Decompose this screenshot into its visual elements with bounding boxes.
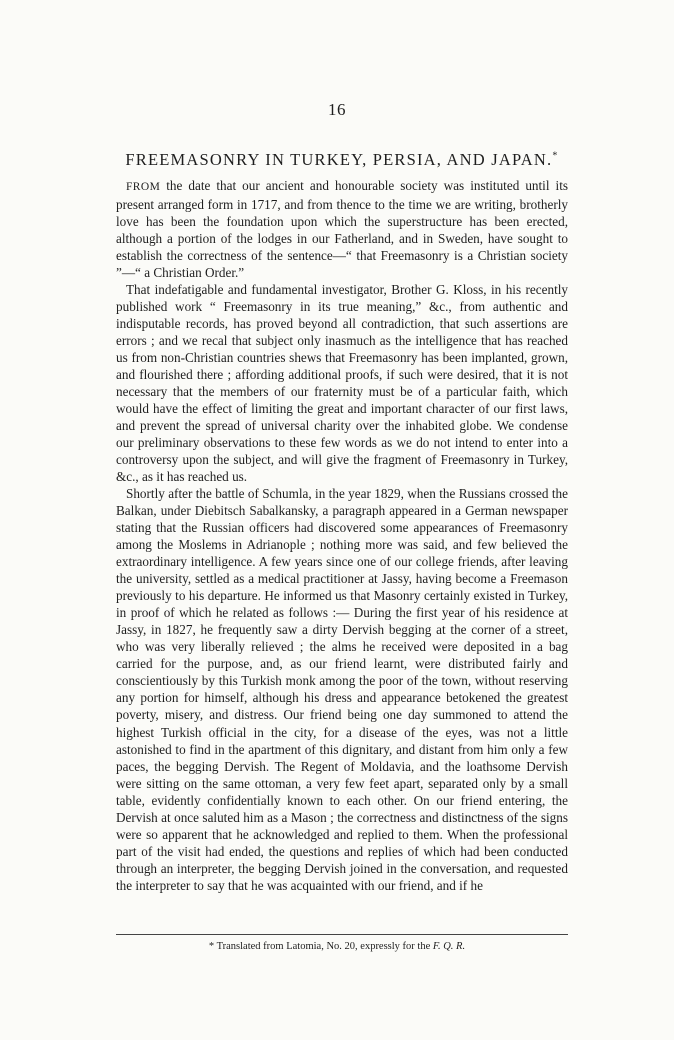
paragraph-1 <box>116 177 568 281</box>
paragraph-2-text: That indefatigable and fundamental investigator, Brother G. Kloss, in his recently published work “ Freemasonry in its true meaning,” &c., from authentic and indisputable records, has proved beyond all contradiction, that such assertions are errors ; and we recal that subject only inasmuch as the intelligence that has reached us from non-Christian countries shews that Freemasonry has been implanted, grown, and flourished there ; affording additional proofs, if such were desired, that it is not necessary that the members of our fraternity must be of a particular faith, which would have the effect of limiting the great and important character of our first laws, and prevent the spread of universal charity over the inhabited globe. We condense our preliminary observations to these few words as we do not intend to enter into a controversy upon the subject, and will give the fragment of Freemasonry in Turkey, &c., as it has reached us. <box>116 282 568 485</box>
article-body <box>116 177 568 894</box>
paragraph-2 <box>116 281 568 485</box>
page-title <box>112 150 572 170</box>
footnote-text: * Translated from Latomia, No. 20, expressly for the <box>208 941 433 952</box>
footnote-marker: * <box>552 150 559 162</box>
footnote <box>0 941 674 952</box>
page-number: 16 <box>328 100 346 119</box>
paragraph-3 <box>116 485 568 893</box>
footnote-divider <box>116 934 568 935</box>
paragraph-1-text: the date that our ancient and honourable society was instituted until its present arranged form in 1717, and from thence to the time we are writing, brotherly love has been the foundation upon which the superstructure has been erected, although a portion of the lodges in our Fatherland, and in Sweden, have sought to establish the correctness of the sentence—“ that Freemasonry is a Christian society ”—“ a Christian Order.” <box>116 178 568 281</box>
footnote-source: F. Q. R. <box>432 941 466 952</box>
title-text: FREEMASONRY IN TURKEY, PERSIA, AND JAPAN. <box>125 150 553 169</box>
paragraph-1-lead: FROM <box>126 181 161 193</box>
paragraph-3-text: Shortly after the battle of Schumla, in the year 1829, when the Russians crossed the Balkan, under Diebitsch Sabalkansky, a paragraph appeared in a German newspaper stating that the Russian officers had discovered some appearances of Freemasonry among the Moslems in Adrianople ; nothing more was said, and few believed the extraordinary intelligence. A few years since one of our college friends, after leaving the university, settled as a medical practitioner at Jassy, having become a Freemason previously to his departure. He informed us that Masonry certainly existed in Turkey, in proof of which he related as follows :— During the first year of his residence at Jassy, in 1827, he frequently saw a dirty Dervish begging at the corner of a street, who was very liberally relieved ; the alms he received were deposited in a bag carried for the purpose, and, as our friend learnt, were distributed fairly and conscientiously by this Turkish monk among the poor of the town, without reserving any portion for himself, although his dress and appearance betokened the greatest poverty, misery, and distress. Our friend being one day summoned to attend the highest Turkish official in the city, for a disease of the eyes, was not a little astonished to find in the apartment of this dignitary, and distant from him only a few paces, the begging Dervish. The Regent of Moldavia, and the loathsome Dervish were sitting on the same ottoman, a very few feet apart, separated only by a small table, evidently confidentially known to each other. On our friend entering, the Dervish at once saluted him as a Mason ; the correctness and distinctness of the signs were so apparent that he acknowledged and replied to them. When the professional part of the visit had ended, the questions and replies of which had been conducted through an interpreter, the begging Dervish joined in the conversation, and requested the interpreter to say that he was acquainted with our friend, and if he <box>116 486 568 893</box>
